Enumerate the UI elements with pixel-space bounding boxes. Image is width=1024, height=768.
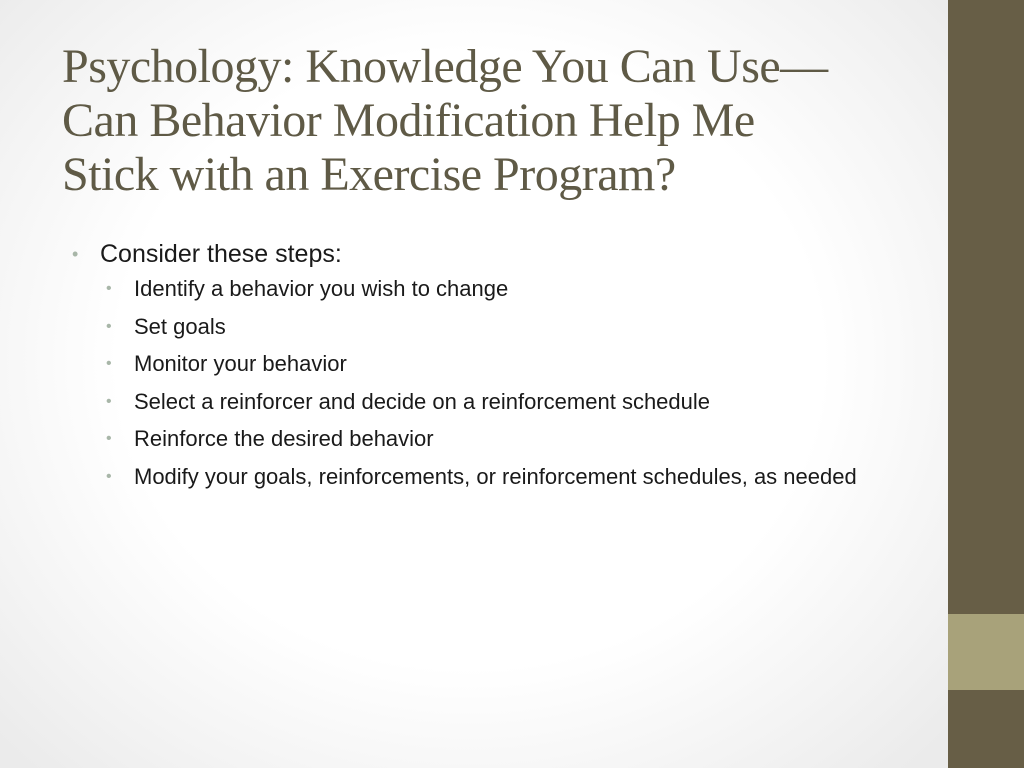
side-bar-light-block (948, 614, 1024, 690)
step-text: Identify a behavior you wish to change (134, 276, 509, 301)
title-line-3: Stick with an Exercise Program? (62, 148, 676, 201)
slide-title (62, 40, 962, 202)
intro-text: Consider these steps: (100, 240, 342, 268)
title-line-2: Can Behavior Modification Help Me (62, 94, 755, 147)
step-item (106, 424, 934, 454)
slide-body (72, 236, 932, 499)
title-line-1: Psychology: Knowledge You Can Use— (62, 40, 828, 93)
step-text: Select a reinforcer and decide on a reinforcement schedule (134, 388, 711, 414)
step-item (106, 349, 934, 379)
bullet-icon: • (106, 467, 112, 485)
step-text: Set goals (134, 313, 226, 339)
step-item (106, 312, 934, 342)
step-text: Reinforce the desired behavior (134, 426, 434, 451)
bullet-list (72, 236, 932, 492)
list-item-intro (72, 236, 932, 492)
bullet-icon: • (106, 280, 112, 297)
bullet-icon: • (106, 430, 112, 447)
step-text: Modify your goals, reinforcements, or reinforcement schedules, as needed (134, 463, 857, 489)
bullet-icon: • (106, 355, 112, 372)
bullet-icon: • (106, 392, 112, 410)
steps-list (100, 274, 932, 492)
bullet-icon: • (106, 317, 112, 335)
step-item (106, 274, 934, 304)
step-text: Monitor your behavior (134, 351, 347, 376)
bullet-icon: • (72, 244, 79, 264)
step-item (106, 387, 934, 417)
step-item (106, 462, 934, 492)
